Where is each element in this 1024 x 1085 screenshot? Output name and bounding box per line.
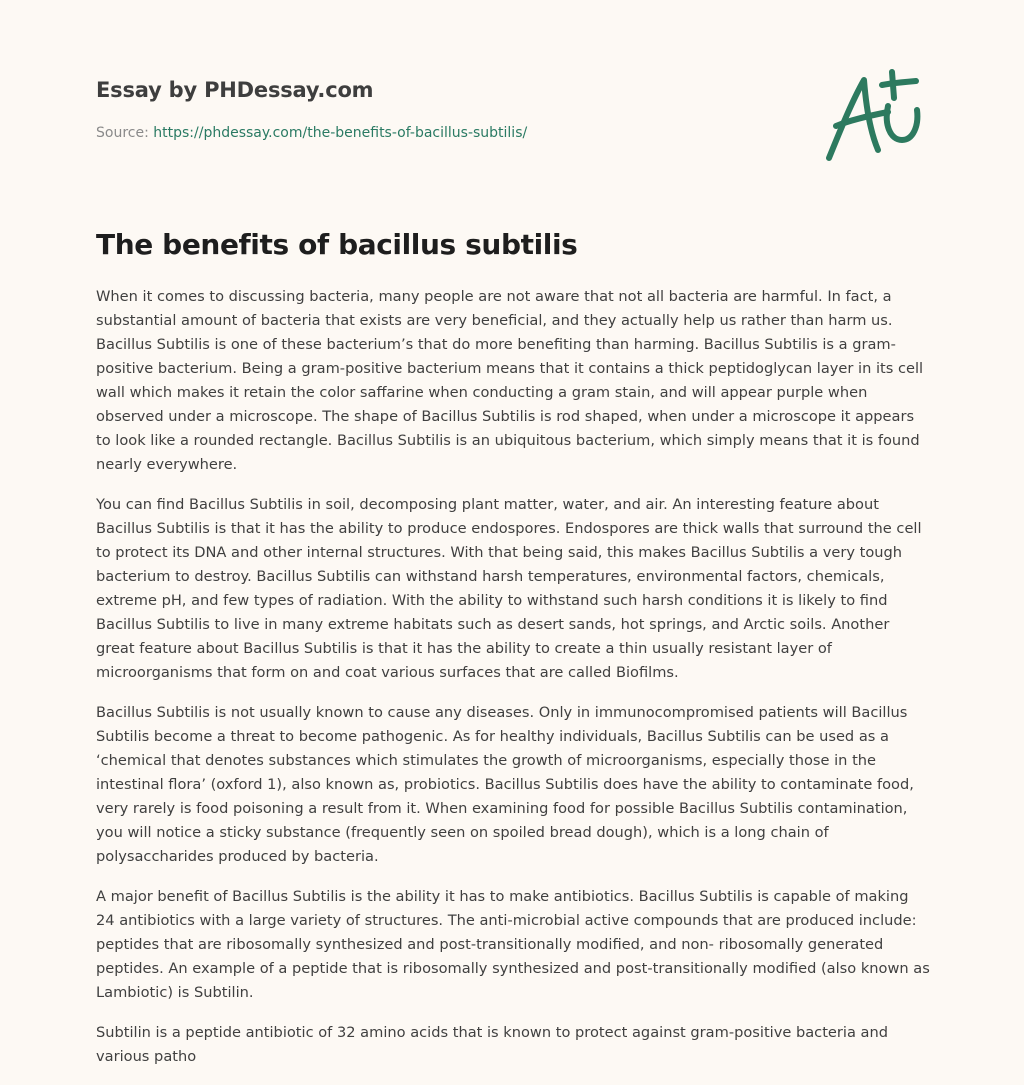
essay-body xyxy=(96,285,930,1085)
source-line xyxy=(96,124,796,142)
essay-paragraph: Subtilin is a peptide antibiotic of 32 amino acids that is known to protect against gram-positive bacteria and various patho xyxy=(96,1024,889,1065)
source-label: Source: xyxy=(96,125,149,141)
source-link[interactable]: https://phdessay.com/the-benefits-of-bacillus-subtilis/ xyxy=(153,125,528,141)
essay-title: The benefits of bacillus subtilis xyxy=(96,228,578,261)
a-plus-grade-icon xyxy=(820,66,930,166)
document-header xyxy=(96,76,796,142)
essay-paragraph: You can find Bacillus Subtilis in soil, decomposing plant matter, water, and air. An interesting feature about Bacillus Subtilis is that it has the ability to produce endospores. Endospores are thick walls that surround the cell to protect its DNA and other internal structures. With that being said, this makes Bacillus Subtilis a very tough bacterium to destroy. Bacillus Subtilis can withstand harsh temperatures, environmental factors, chemicals, extreme pH, and few types of radiation. With the ability to withstand such harsh conditions it is likely to find Bacillus Subtilis to live in many extreme habitats such as desert sands, hot springs, and Arctic soils. Another great feature about Bacillus Subtilis is that it has the ability to create a thin usually resistant layer of microorganisms that form on and coat various surfaces that are called Biofilms. xyxy=(96,496,922,681)
essay-paragraph: Bacillus Subtilis is not usually known to cause any diseases. Only in immunocompromised patients will Bacillus Subtilis become a threat to become pathogenic. As for healthy individuals, Bacillus Subtilis can be used as a ‘chemical that denotes substances which stimulates the growth of microorganisms, especially those in the intestinal flora’ (oxford 1), also known as, probiotics. Bacillus Subtilis does have the ability to contaminate food, very rarely is food poisoning a result from it. When examining food for possible Bacillus Subtilis contamination, you will notice a sticky substance (frequently seen on spoiled bread dough), which is a long chain of polysaccharides produced by bacteria. xyxy=(96,704,914,865)
site-brand: Essay by PHDessay.com xyxy=(96,78,374,102)
essay-paragraph: When it comes to discussing bacteria, many people are not aware that not all bacteria are harmful. In fact, a substantial amount of bacteria that exists are very beneficial, and they actually help us rather than harm us. Bacillus Subtilis is one of these bacterium’s that do more benefiting than harming. Bacillus Subtilis is a gram-positive bacterium. Being a gram-positive bacterium means that it contains a thick peptidoglycan layer in its cell wall which makes it retain the color saffarine when conducting a gram stain, and will appear purple when observed under a microscope. The shape of Bacillus Subtilis is rod shaped, when under a microscope it appears to look like a rounded rectangle. Bacillus Subtilis is an ubiquitous bacterium, which simply means that it is found nearly everywhere. xyxy=(96,288,924,473)
essay-paragraph: A major benefit of Bacillus Subtilis is the ability it has to make antibiotics. Bacillus Subtilis is capable of making 24 antibiotics with a large variety of structures. The anti-microbial active compounds that are produced include: peptides that are ribosomally synthesized and post-transitionally modified, and non- ribosomally generated peptides. An example of a peptide that is ribosomally synthesized and post-transitionally modified (also known as Lambiotic) is Subtilin. xyxy=(96,888,930,1001)
